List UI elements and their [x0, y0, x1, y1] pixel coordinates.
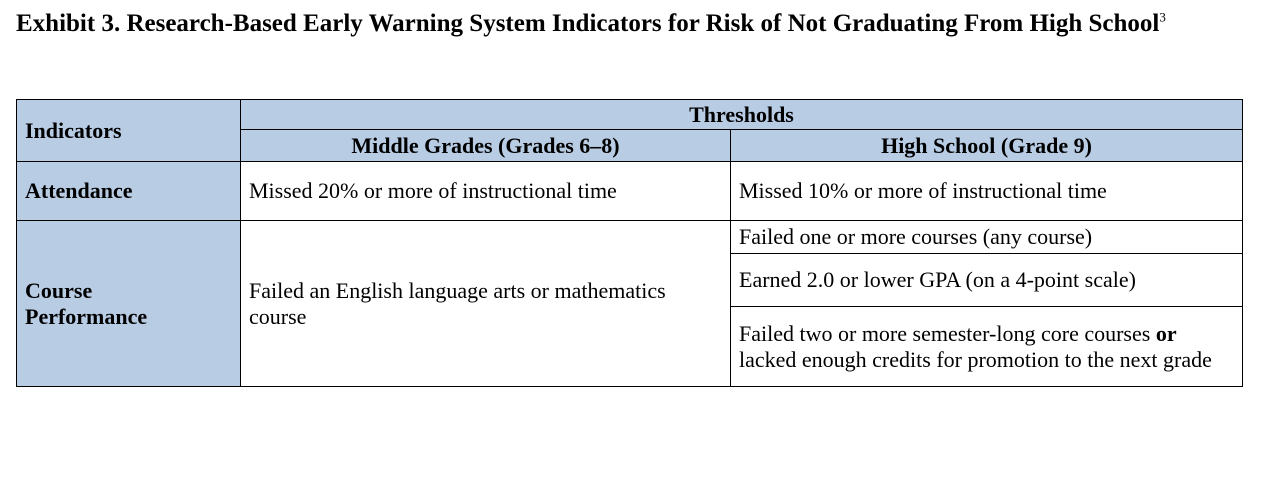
- course-performance-label-line2: Performance: [25, 303, 148, 329]
- exhibit-title-text: Exhibit 3. Research-Based Early Warning System Indicators for Risk of Not Graduating From High School: [16, 10, 1160, 37]
- course-performance-middle-threshold: Failed an English language arts or mathematics course: [241, 221, 731, 387]
- attendance-row: [17, 162, 1243, 221]
- course-performance-label: [17, 221, 241, 387]
- early-warning-indicators-table: [16, 99, 1243, 387]
- course-performance-high-threshold-1: Failed one or more courses (any course): [731, 221, 1243, 254]
- indicators-header: Indicators: [17, 100, 241, 162]
- footnote-marker: 3: [1159, 9, 1166, 25]
- high-threshold-3-part1: Failed two or more semester-long core courses: [739, 320, 1156, 346]
- course-performance-row-1: [17, 221, 1243, 254]
- high-school-header: High School (Grade 9): [731, 130, 1243, 162]
- high-threshold-3-part2: lacked enough credits for promotion to the next grade: [739, 346, 1212, 372]
- course-performance-label-line1: Course: [25, 277, 93, 303]
- course-performance-high-threshold-3: [731, 307, 1243, 387]
- course-performance-high-threshold-2: Earned 2.0 or lower GPA (on a 4-point scale): [731, 254, 1243, 307]
- attendance-label: Attendance: [17, 162, 241, 221]
- attendance-high-threshold: Missed 10% or more of instructional time: [731, 162, 1243, 221]
- exhibit-title: [16, 8, 1256, 39]
- thresholds-header: Thresholds: [241, 100, 1243, 130]
- middle-grades-header: Middle Grades (Grades 6–8): [241, 130, 731, 162]
- attendance-middle-threshold: Missed 20% or more of instructional time: [241, 162, 731, 221]
- high-threshold-3-or: or: [1155, 320, 1177, 346]
- table-header-row-1: [17, 100, 1243, 130]
